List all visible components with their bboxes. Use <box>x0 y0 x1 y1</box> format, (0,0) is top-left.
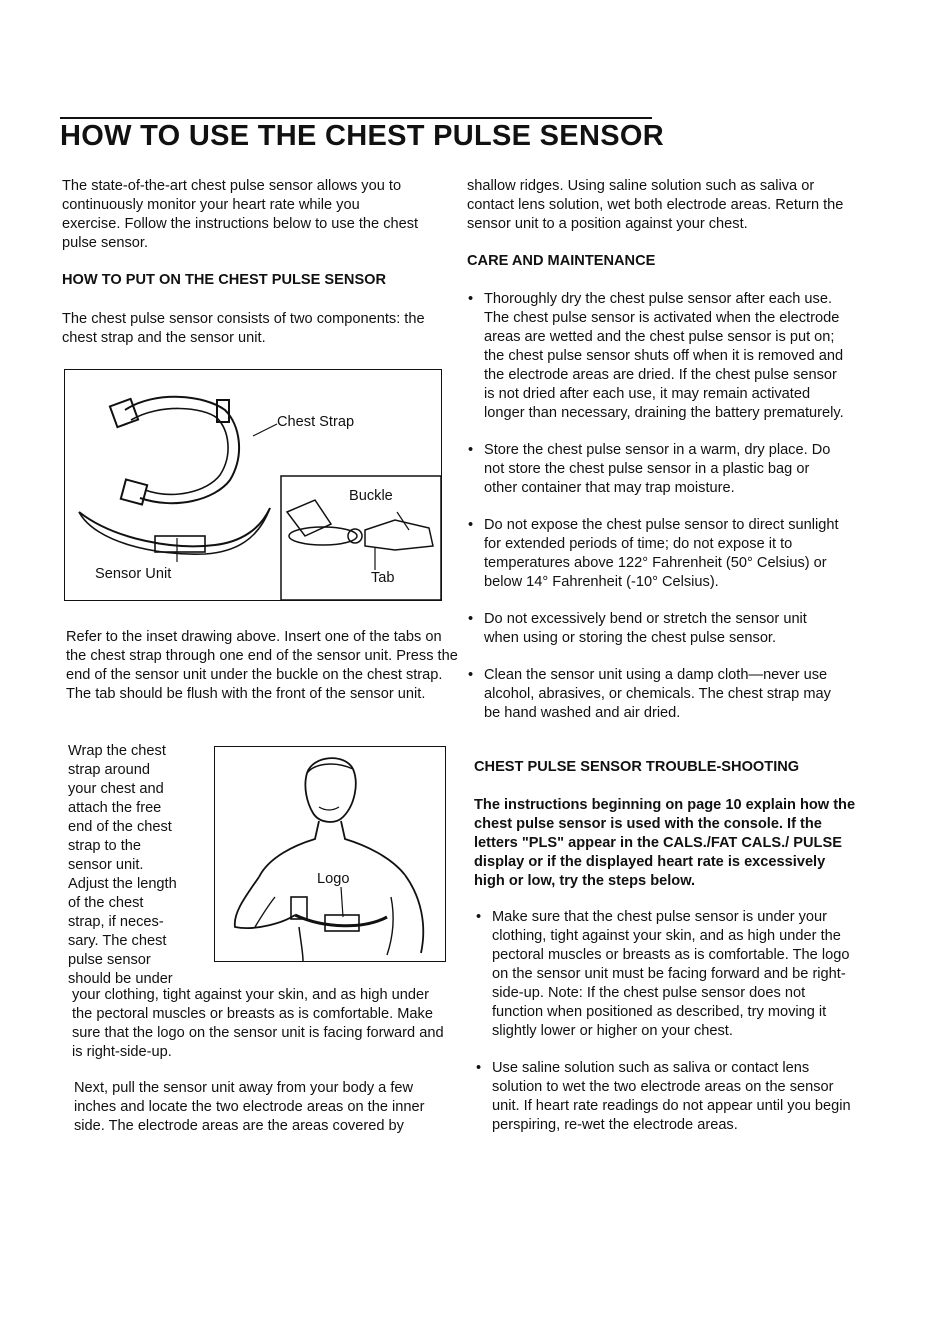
trouble-list <box>474 908 854 1135</box>
intro-paragraph: The state-of-the-art chest pulse sensor allows you to continuously monitor your heart rate while you exercise. Follow the instructions below to use the chest pulse sensor. <box>62 178 419 251</box>
components-paragraph: The chest pulse sensor consists of two components: the chest strap and the sensor unit. <box>62 311 425 346</box>
care-item: • Clean the sensor unit using a damp cloth—never use alcohol, abrasives, or chemicals. The chest strap may be hand washed and air dried. <box>466 666 844 723</box>
wrap-line: strap to the <box>68 838 142 854</box>
wrap-line: Wrap the chest <box>68 743 166 759</box>
wrap-line: strap, if neces- <box>68 914 164 930</box>
label-chest-strap: Chest Strap <box>277 414 355 430</box>
wrap-continued-paragraph: your clothing, tight against your skin, and as high under the pectoral muscles or breasts as is comfortable. Make sure that the logo on the sensor unit is facing forward and is right-side-up. <box>72 987 444 1060</box>
trouble-item: • Make sure that the chest pulse sensor is under your clothing, tight against your skin, and as high under the pectoral muscles or breasts as is comfortable. The logo on the sensor unit must be facing forward and be right-side-up. Note: If the chest pulse sensor does not function when positioned as described, try moving it slightly lower or higher on your chest. <box>474 908 854 1041</box>
label-buckle: Buckle <box>349 488 393 504</box>
trouble-item: • Use saline solution such as saliva or contact lens solution to wet the two electrode areas on the sensor unit. If heart rate readings do not appear until you begin perspiring, re-wet the electrode areas. <box>474 1059 854 1135</box>
heading-put-on: HOW TO PUT ON THE CHEST PULSE SENSOR <box>62 272 387 288</box>
label-sensor-unit: Sensor Unit <box>95 566 172 582</box>
wrap-line: attach the free <box>68 800 162 816</box>
person-wearing-strap-drawing <box>215 747 445 961</box>
title-rule <box>60 117 652 119</box>
care-item: • Do not expose the chest pulse sensor to direct sunlight for extended periods of time; do not expose it to temperatures above 122° Fahrenheit (50° Celsius) or below 14° Fahrenheit (-10° Celsius). <box>466 516 844 592</box>
wrap-line: of the chest <box>68 895 144 911</box>
wrap-line: should be under <box>68 971 173 987</box>
heading-trouble: CHEST PULSE SENSOR TROUBLE-SHOOTING <box>474 759 800 775</box>
refer-paragraph: Refer to the inset drawing above. Insert one of the tabs on the chest strap through one end of the sensor unit. Press the end of the sensor unit under the buckle on the chest strap. The tab should be flush with the front of the sensor unit. <box>66 629 458 702</box>
wrap-line: strap around <box>68 762 150 778</box>
care-list <box>466 290 844 723</box>
wearing-figure <box>214 746 446 962</box>
care-item: • Do not excessively bend or stretch the sensor unit when using or storing the chest pulse sensor. <box>466 610 844 648</box>
trouble-intro: The instructions beginning on page 10 explain how the chest pulse sensor is used with the console. If the letters "PLS" appear in the CALS./FAT CALS./ PULSE display or if the displayed heart rate is excessively high or low, try the steps below. <box>474 797 856 889</box>
label-logo: Logo <box>317 871 350 887</box>
care-item: • Thoroughly dry the chest pulse sensor after each use. The chest pulse sensor is activated when the electrode areas are wetted and the chest pulse sensor is put on; the chest pulse sensor shuts off when it is removed and the electrode areas are dried. If the chest pulse sensor is not dried after each use, it may remain activated longer than necessary, draining the battery prematurely. <box>466 290 844 423</box>
page-title: HOW TO USE THE CHEST PULSE SENSOR <box>60 120 664 152</box>
wrap-line: pulse sensor <box>68 952 151 968</box>
care-item: • Store the chest pulse sensor in a warm, dry place. Do not store the chest pulse sensor in a plastic bag or other container that may trap moisture. <box>466 441 844 498</box>
wrap-line: sensor unit. <box>68 857 144 873</box>
shallow-paragraph: shallow ridges. Using saline solution such as saliva or contact lens solution, wet both electrode areas. Return the sensor unit to a position against your chest. <box>467 178 844 232</box>
wrap-line: sary. The chest <box>68 933 167 949</box>
wrap-line: Adjust the length <box>68 876 177 892</box>
heading-care: CARE AND MAINTENANCE <box>467 253 656 269</box>
strap-figure <box>64 369 442 601</box>
label-tab: Tab <box>371 570 395 586</box>
wrap-paragraph <box>68 742 208 989</box>
wrap-line: your chest and <box>68 781 164 797</box>
wrap-line: end of the chest <box>68 819 172 835</box>
next-paragraph: Next, pull the sensor unit away from your body a few inches and locate the two electrode areas on the inner side. The electrode areas are the areas covered by <box>74 1080 425 1134</box>
